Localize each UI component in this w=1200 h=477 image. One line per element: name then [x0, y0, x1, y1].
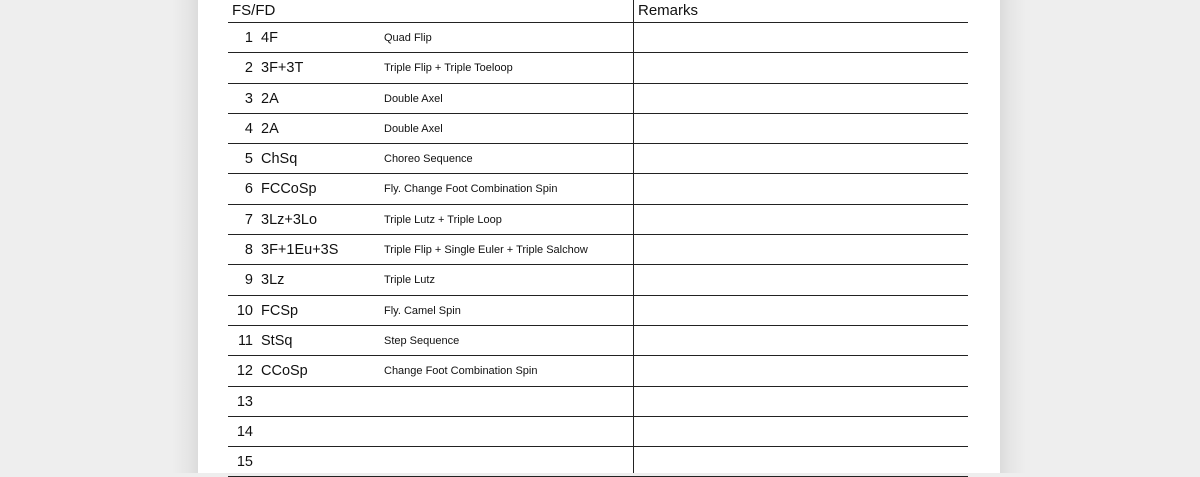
element-description: Double Axel	[384, 122, 443, 135]
remarks-cell	[634, 326, 968, 355]
table-row	[228, 174, 968, 204]
table-row	[228, 205, 968, 235]
remarks-cell	[634, 235, 968, 264]
table-row	[228, 235, 968, 265]
element-number: 11	[237, 332, 253, 349]
element-number: 5	[244, 151, 253, 168]
remarks-cell	[634, 144, 968, 173]
remarks-cell	[634, 84, 968, 113]
element-number: 3	[244, 90, 253, 107]
element-code: StSq	[261, 332, 293, 349]
document-page	[198, 0, 1000, 473]
remarks-cell	[634, 265, 968, 294]
element-code: 3Lz	[261, 272, 285, 289]
element-code: FCSp	[261, 302, 299, 319]
element-number: 10	[236, 302, 253, 319]
table-row	[228, 356, 968, 386]
element-number: 9	[244, 272, 253, 289]
element-code: 3Lz+3Lo	[261, 211, 318, 228]
element-code: 3F+1Eu+3S	[261, 242, 339, 259]
element-number: 15	[236, 454, 253, 471]
element-number: 6	[244, 181, 253, 198]
page-shadow-right	[1000, 0, 1026, 473]
remarks-cell	[634, 447, 968, 476]
element-description: Double Axel	[384, 92, 443, 105]
element-number: 4	[244, 120, 253, 137]
remarks-cell	[634, 53, 968, 82]
element-number: 7	[244, 211, 253, 228]
column-divider	[633, 0, 634, 473]
element-number: 12	[236, 363, 253, 380]
remarks-cell	[634, 356, 968, 385]
remarks-cell	[634, 23, 968, 52]
table-body	[228, 23, 968, 477]
element-code: ChSq	[261, 151, 298, 168]
element-code: CCoSp	[261, 363, 308, 380]
table-row	[228, 144, 968, 174]
table-header	[228, 0, 968, 23]
element-number: 8	[244, 242, 253, 259]
remarks-cell	[634, 114, 968, 143]
element-description: Fly. Camel Spin	[384, 304, 461, 317]
remarks-cell	[634, 387, 968, 416]
element-code: FCCoSp	[261, 181, 317, 198]
element-number: 13	[236, 393, 253, 410]
table-row	[228, 265, 968, 295]
element-description: Step Sequence	[384, 334, 460, 347]
element-code: 2A	[261, 120, 279, 137]
element-code: 2A	[261, 90, 279, 107]
page-shadow-left	[172, 0, 198, 473]
table-row	[228, 417, 968, 447]
remarks-cell	[634, 296, 968, 325]
table-row	[228, 326, 968, 356]
table-row	[228, 387, 968, 417]
remarks-cell	[634, 205, 968, 234]
remarks-cell	[634, 174, 968, 203]
element-code: 3F+3T	[261, 60, 304, 77]
table-row	[228, 114, 968, 144]
element-number: 14	[236, 423, 253, 440]
element-description: Change Foot Combination Spin	[384, 365, 538, 378]
element-code: 4F	[261, 30, 278, 46]
table-row	[228, 23, 968, 53]
element-description: Triple Lutz + Triple Loop	[384, 213, 502, 226]
element-description: Triple Flip + Triple Toeloop	[384, 62, 513, 75]
element-description: Quad Flip	[384, 32, 432, 44]
remarks-header: Remarks	[638, 2, 699, 19]
fsfd-header: FS/FD	[232, 2, 276, 19]
element-description: Triple Flip + Single Euler + Triple Salchow	[384, 244, 588, 257]
element-number: 1	[244, 30, 253, 46]
element-description: Fly. Change Foot Combination Spin	[384, 183, 558, 196]
remarks-cell	[634, 417, 968, 446]
table-row	[228, 296, 968, 326]
element-number: 2	[244, 60, 253, 77]
element-description: Choreo Sequence	[384, 153, 473, 166]
table-row	[228, 84, 968, 114]
element-sheet-table	[228, 0, 968, 477]
element-description: Triple Lutz	[384, 274, 435, 287]
table-row	[228, 53, 968, 83]
